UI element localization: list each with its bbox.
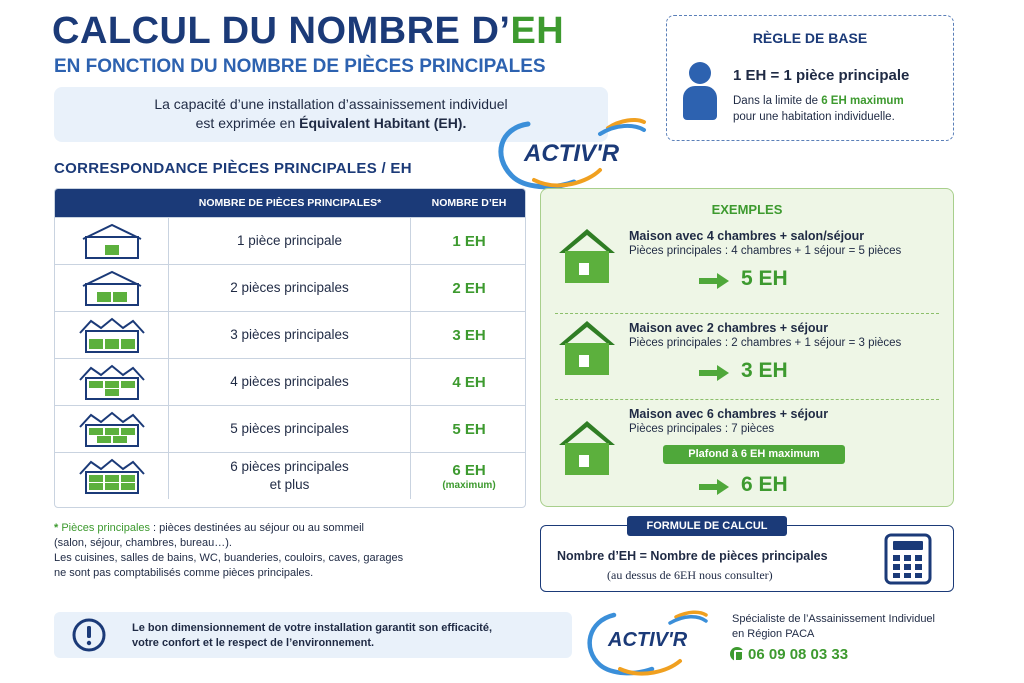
base-rule-note-suffix: pour une habitation individuelle.	[733, 111, 895, 123]
page-subtitle: EN FONCTION DU NOMBRE DE PIÈCES PRINCIPALES	[54, 56, 546, 77]
base-rule-title: RÈGLE DE BASE	[752, 30, 868, 46]
info-box	[54, 612, 572, 658]
house-outline-icon	[77, 363, 147, 401]
room-block	[97, 436, 111, 443]
table-cell-eh-note: (maximum)	[442, 479, 496, 491]
title-main: CALCUL DU NOMBRE D’	[52, 10, 511, 52]
table-header-eh: NOMBRE D’EH	[431, 197, 507, 209]
table-cell-rooms	[169, 406, 411, 452]
person-icon-head	[689, 62, 711, 84]
table-cell-rooms	[169, 359, 411, 405]
footnote-line-1: : pièces destinées au séjour ou au sommeil	[150, 522, 365, 534]
example-result: 6 EH	[741, 473, 788, 496]
table-row	[55, 311, 525, 358]
table-cell-rooms-line-1: 6 pièces principales	[230, 459, 349, 474]
example-result: 5 EH	[741, 267, 788, 290]
table-cell-eh	[411, 359, 526, 405]
table-row	[55, 217, 525, 264]
contact-phone-number: 06 09 08 03 33	[748, 646, 849, 663]
intro-line-2-bold: Équivalent Habitant (EH).	[299, 115, 467, 131]
room-block	[89, 381, 103, 388]
table-cell-icon	[55, 218, 169, 264]
table-cell-rooms-line-1: 2 pièces principales	[230, 280, 349, 295]
table-cell-rooms-line-1: 5 pièces principales	[230, 421, 349, 436]
room-block	[121, 475, 135, 482]
green-house-icon	[557, 417, 617, 477]
table-cell-eh-value: 2 EH	[452, 279, 486, 297]
table-row	[55, 405, 525, 452]
example-item	[541, 225, 953, 317]
table-cell-rooms	[169, 265, 411, 311]
examples-box	[540, 188, 954, 507]
arrow-right-icon	[699, 365, 729, 381]
info-text	[132, 621, 492, 651]
room-block	[121, 428, 135, 435]
table-cell-eh	[411, 453, 526, 499]
room-block	[105, 339, 119, 349]
table-header	[55, 189, 525, 217]
intro-line-2-prefix: est exprimée en	[195, 115, 300, 131]
base-rule-box	[666, 15, 954, 141]
example-head: Maison avec 4 chambres + salon/séjour	[629, 229, 865, 243]
room-block	[105, 483, 119, 490]
room-block	[97, 292, 111, 302]
footnote	[54, 521, 494, 581]
footnote-star: *	[54, 522, 59, 534]
example-detail: Pièces principales : 2 chambres + 1 séjour = 3 pièces	[629, 337, 902, 349]
table-row	[55, 358, 525, 405]
calculator-icon	[884, 533, 932, 585]
table-cell-eh	[411, 265, 526, 311]
example-detail: Pièces principales : 7 pièces	[629, 423, 775, 435]
base-rule-main: 1 EH = 1 pièce principale	[733, 67, 910, 84]
table-cell-eh-value: 6 EH	[452, 461, 486, 479]
table-cell-rooms-text	[230, 373, 349, 391]
table-cell-rooms-text	[230, 326, 349, 344]
formula-note: (au dessus de 6EH nous consulter)	[607, 568, 773, 582]
table-cell-rooms-text	[230, 420, 349, 438]
room-block	[105, 428, 119, 435]
info-line-2: votre confort et le respect de l’environnement.	[132, 637, 375, 649]
base-rule-note-prefix: Dans la limite de	[733, 95, 822, 107]
room-block	[121, 339, 135, 349]
table-cell-eh-value: 4 EH	[452, 373, 486, 391]
person-icon-body	[683, 86, 717, 120]
example-separator	[555, 399, 939, 400]
house-outline-icon	[77, 269, 147, 307]
green-house-icon	[557, 225, 617, 285]
contact-specialty	[732, 612, 935, 642]
example-separator	[555, 313, 939, 314]
room-block	[113, 436, 127, 443]
arrow-right-icon	[699, 479, 729, 495]
table-cell-rooms	[169, 453, 411, 499]
room-block	[121, 483, 135, 490]
example-item	[541, 317, 953, 403]
formula-main: Nombre d’EH = Nombre de pièces principales	[557, 549, 828, 563]
table-cell-eh	[411, 406, 526, 452]
base-rule-note-highlight: 6 EH maximum	[821, 95, 904, 107]
warning-icon	[72, 618, 106, 652]
brand-logo-top	[488, 110, 648, 190]
table-row	[55, 452, 525, 499]
rooms-table	[54, 188, 526, 508]
footnote-term: Pièces principales	[61, 522, 150, 534]
table-cell-rooms-text	[230, 279, 349, 297]
house-outline-icon	[77, 457, 147, 495]
table-cell-rooms-line-2: et plus	[269, 477, 310, 492]
formula-tag: FORMULE DE CALCUL	[627, 516, 787, 536]
room-block	[105, 381, 119, 388]
table-section-title: CORRESPONDANCE PIÈCES PRINCIPALES / EH	[54, 160, 412, 177]
room-block	[113, 292, 127, 302]
contact-line-1: Spécialiste de l’Assainissement Individuel	[732, 613, 935, 625]
title-accent: EH	[510, 10, 565, 52]
brand-logo-top-text: ACTIV'R	[524, 140, 620, 167]
house-outline-icon	[77, 410, 147, 448]
page-title	[52, 10, 564, 53]
example-result: 3 EH	[741, 359, 788, 382]
example-detail: Pièces principales : 4 chambres + 1 séjour = 5 pièces	[629, 245, 902, 257]
table-cell-eh-value: 1 EH	[452, 232, 486, 250]
base-rule-note	[733, 93, 904, 125]
arrow-right-icon	[699, 273, 729, 289]
table-cell-icon	[55, 312, 169, 358]
table-cell-eh-value: 5 EH	[452, 420, 486, 438]
person-icon	[683, 62, 717, 122]
table-cell-icon	[55, 406, 169, 452]
info-line-1: Le bon dimensionnement de votre installation garantit son efficacité,	[132, 622, 493, 634]
table-cell-eh-value: 3 EH	[452, 326, 486, 344]
table-cell-rooms-text	[237, 232, 342, 250]
example-cap-badge: Plafond à 6 EH maximum	[663, 445, 845, 464]
phone-icon	[730, 647, 744, 661]
green-house-icon	[557, 317, 617, 377]
table-cell-rooms-line-1: 4 pièces principales	[230, 374, 349, 389]
brand-logo-bottom	[580, 607, 710, 677]
table-row	[55, 264, 525, 311]
table-cell-icon	[55, 359, 169, 405]
formula-box	[540, 520, 954, 592]
example-item	[541, 403, 953, 507]
footnote-line-4: ne sont pas comptabilisés comme pièces principales.	[54, 567, 314, 579]
room-block	[89, 483, 103, 490]
contact-line-2: en Région PACA	[732, 628, 815, 640]
table-cell-icon	[55, 453, 169, 499]
house-outline-icon	[77, 316, 147, 354]
table-cell-rooms-line-1: 1 pièce principale	[236, 233, 343, 248]
room-block	[89, 339, 103, 349]
house-outline-icon	[77, 222, 147, 260]
table-cell-rooms	[169, 218, 411, 264]
table-cell-rooms-line-1: 3 pièces principales	[230, 327, 349, 342]
house-wall	[86, 284, 138, 305]
table-header-rooms: NOMBRE DE PIÈCES PRINCIPALES*	[198, 197, 382, 209]
intro-line-1: La capacité d’une installation d’assainissement individuel	[154, 96, 508, 112]
table-cell-eh	[411, 218, 526, 264]
footnote-line-3: Les cuisines, salles de bains, WC, buanderies, couloirs, caves, garages	[54, 552, 404, 564]
contact-phone[interactable]	[730, 646, 848, 663]
room-block	[105, 475, 119, 482]
table-cell-icon	[55, 265, 169, 311]
room-block	[89, 475, 103, 482]
example-head: Maison avec 6 chambres + séjour	[629, 407, 829, 421]
footnote-line-2: (salon, séjour, chambres, bureau…).	[54, 537, 232, 549]
brand-logo-bottom-text: ACTIV'R	[608, 629, 688, 651]
examples-title: EXEMPLES	[711, 202, 783, 217]
room-block	[121, 381, 135, 388]
table-cell-eh	[411, 312, 526, 358]
example-head: Maison avec 2 chambres + séjour	[629, 321, 829, 335]
room-block	[89, 428, 103, 435]
table-cell-rooms-text	[230, 458, 349, 494]
room-block	[105, 389, 119, 396]
room-block	[105, 245, 119, 255]
table-cell-rooms	[169, 312, 411, 358]
